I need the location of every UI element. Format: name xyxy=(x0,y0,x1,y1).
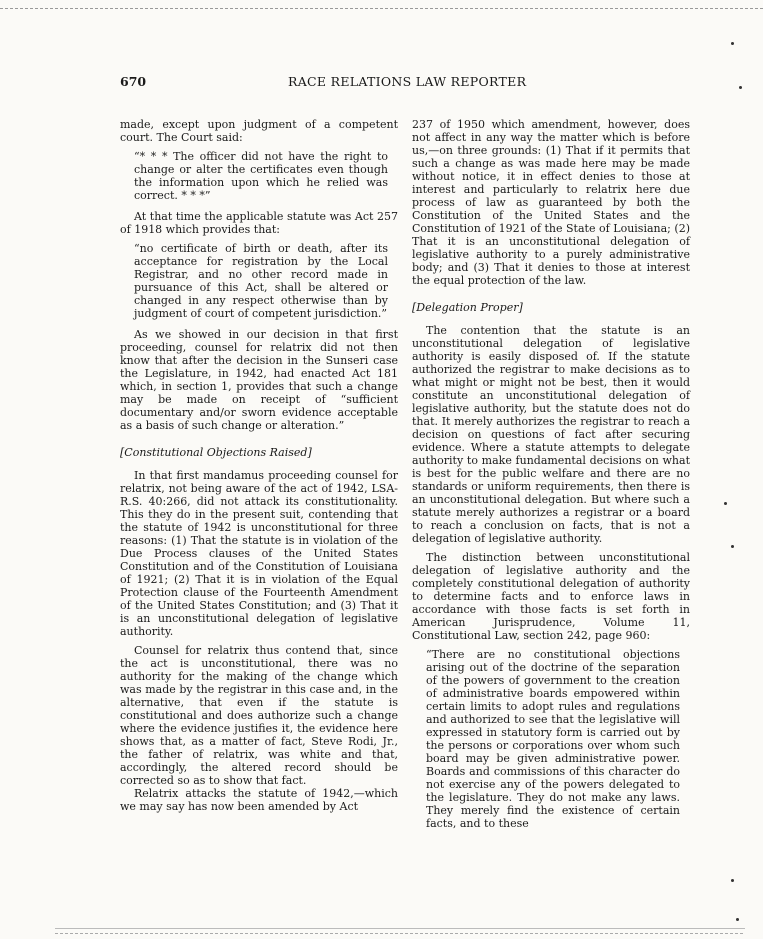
quote-text: “no certificate of birth or death, after its acceptance for registration by the Local Registrar, and no other record made in pursuance of this Act, shall be altered or changed in any respect otherwise than by judgment of court of competent jurisdiction.” xyxy=(134,242,388,320)
quote-text: “* * * The officer did not have the right to change or alter the certificates even though the information upon which he relied was correct. * * *” xyxy=(134,150,388,202)
scan-speck xyxy=(731,879,734,882)
paragraph: The contention that the statute is an unconstitutional delegation of legislative authority is easily disposed of. If the statute authorized the registrar to make decisions as to what might or might not be best, then it would constitute an unconstitutional delegation of legislative authority, but the statute does not do that. It merely authorizes the registrar to reach a decision on questions of fact after securing evidence. Where a statute attempts to delegate authority to make fundamental decisions on what is best for the public welfare and there are no standards or uniform requirements, then there is an unconstitutional delegation. But where such a statute merely authorizes a registrar or a board to reach a conclusion on facts, that is not a delegation of legislative authority. xyxy=(412,324,690,545)
running-title: RACE RELATIONS LAW REPORTER xyxy=(288,74,527,89)
right-column xyxy=(412,118,690,838)
paragraph: made, except upon judgment of a competent court. The Court said: xyxy=(120,118,398,144)
paragraph: At that time the applicable statute was Act 257 of 1918 which provides that: xyxy=(120,210,398,236)
block-quote xyxy=(426,648,680,830)
paragraph: As we showed in our decision in that first proceeding, counsel for relatrix did not then know that after the decision in the Sunseri case the Legislature, in 1942, had enacted Act 181 which, in section 1, provides that such a change may be made on receipt of “sufficient documentary and/or sworn evidence acceptable as a basis of such change or alteration.” xyxy=(120,328,398,432)
section-heading: [Constitutional Objections Raised] xyxy=(120,446,312,459)
section-heading: [Delegation Proper] xyxy=(412,301,523,314)
scan-speck xyxy=(731,42,734,45)
scan-speck xyxy=(736,918,739,921)
scan-bottom-border xyxy=(55,933,743,934)
paragraph: 237 of 1950 which amendment, however, does not affect in any way the matter which is before us,—on three grounds: (1) That if it permits that such a change as was made here may be made without notice, it in effect denies to those at interest and particularly to relatrix here due process of law as guaranteed by both the Constitution of the United States and the Constitution of 1921 of the State of Louisiana; (2) That it is an unconstitutional delegation of legislative authority to a purely administrative body; and (3) That it denies to those at interest the equal protection of the law. xyxy=(412,118,690,287)
scan-bottom-rule xyxy=(55,928,745,929)
block-quote xyxy=(134,150,388,202)
page-header xyxy=(120,74,690,94)
scan-top-border xyxy=(0,8,763,9)
scan-speck xyxy=(724,502,727,505)
paragraph: The distinction between unconstitutional delegation of legislative authority and the completely constitutional delegation of authority to determine facts and to enforce laws in accordance with those facts is set forth in American Jurisprudence, Volume 11, Constitutional Law, section 242, page 960: xyxy=(412,551,690,642)
page-number: 670 xyxy=(120,74,147,89)
left-column xyxy=(120,118,398,813)
scan-speck xyxy=(739,86,742,89)
paragraph: Relatrix attacks the statute of 1942,—which we may say has now been amended by Act xyxy=(120,787,398,813)
paragraph: Counsel for relatrix thus contend that, since the act is unconstitutional, there was no authority for the making of the change which was made by the registrar in this case and, in the alternative, that even if the statute is constitutional and does authorize such a change where the evidence justifies it, the evidence here shows that, as a matter of fact, Steve Rodi, Jr., the father of relatrix, was white and that, accordingly, the altered record should be corrected so as to show that fact. xyxy=(120,644,398,787)
quote-text: “There are no constitutional objections arising out of the doctrine of the separation of the powers of government to the creation of administrative boards empowered within certain limits to adopt rules and regulations and authorized to see that the legislative will expressed in statutory form is carried out by the persons or corporations over whom such board may be given administrative power. Boards and commissions of this character do not exercise any of the powers delegated to the legislature. They do not make any laws. They merely find the existence of certain facts, and to these xyxy=(426,648,680,830)
block-quote xyxy=(134,242,388,320)
scan-speck xyxy=(731,545,734,548)
paragraph: In that first mandamus proceeding counsel for relatrix, not being aware of the act of 1942, LSA-R.S. 40:266, did not attack its constitutionality. This they do in the present suit, contending that the statute of 1942 is unconstitutional for three reasons: (1) That the statute is in violation of the Due Process clauses of the United States Constitution and of the Constitution of Louisiana of 1921; (2) That it is in violation of the Equal Protection clause of the Fourteenth Amendment of the United States Constitution; and (3) That it is an unconstitutional delegation of legislative authority. xyxy=(120,469,398,638)
